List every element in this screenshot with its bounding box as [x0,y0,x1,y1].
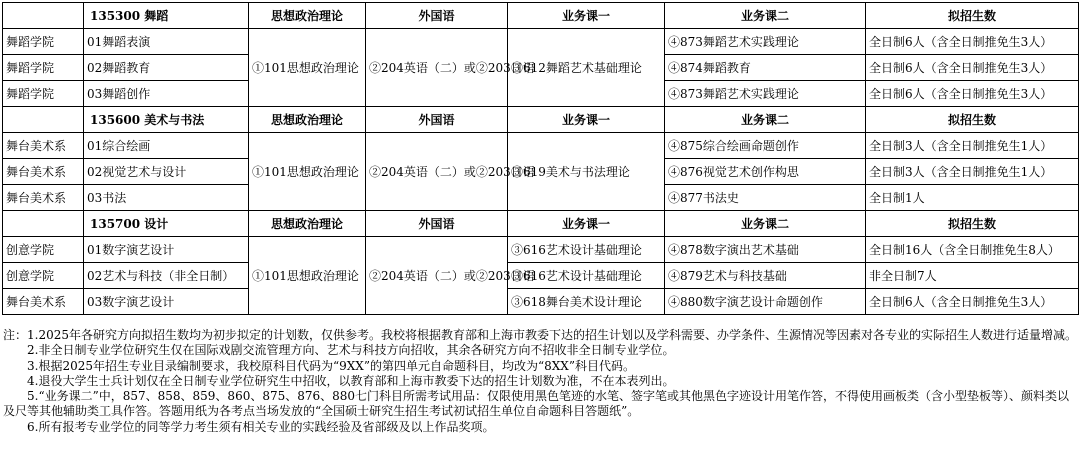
course1-header: 业务课一 [508,107,665,133]
header-blank-cell [3,3,84,29]
course2-header: 业务课二 [665,107,866,133]
department-cell: 舞台美术系 [3,133,84,159]
course2-cell: ④879艺术与科技基础 [665,263,866,289]
course2-header: 业务课二 [665,211,866,237]
department-cell: 创意学院 [3,237,84,263]
course2-cell: ④874舞蹈教育 [665,55,866,81]
department-cell: 舞蹈学院 [3,55,84,81]
quota-cell: 全日制6人（含全日制推免生3人） [866,55,1079,81]
direction-cell: 02舞蹈教育 [84,55,249,81]
table-row [3,237,1079,263]
note-3: 3.根据2025年招生专业目录编制要求，我校原科目代码为“9XX”的第四单元自命题科目，均改为“8XX”科目代码。 [27,358,635,373]
table-row [3,289,1079,315]
footnotes [3,328,1079,435]
department-cell: 舞台美术系 [3,159,84,185]
admissions-table [2,2,1079,315]
header-blank-cell [3,211,84,237]
department-cell: 舞台美术系 [3,185,84,211]
direction-cell: 03书法 [84,185,249,211]
quota-cell: 全日制6人（含全日制推免生3人） [866,81,1079,107]
quota-header: 拟招生数 [866,211,1079,237]
course2-cell: ④873舞蹈艺术实践理论 [665,29,866,55]
note-2: 2.非全日制专业学位研究生仅在国际戏剧交流管理方向、艺术与科技方向招收，其余各研究方向不招收非全日制专业学位。 [27,343,675,358]
direction-cell: 03数字演艺设计 [84,289,249,315]
note-1: 注：1.2025年各研究方向拟招生数均为初步拟定的计划数，仅供参考。我校将根据教育部和上海市教委下达的招生计划以及学科需要、办学条件、生源情况等因素对各专业的实际招生人数进行适量增减。 [3,328,1077,342]
quota-cell: 全日制3人（含全日制推免生1人） [866,159,1079,185]
quota-header: 拟招生数 [866,107,1079,133]
department-cell: 舞台美术系 [3,289,84,315]
politics-header: 思想政治理论 [249,211,366,237]
quota-cell: 全日制3人（含全日制推免生1人） [866,133,1079,159]
course2-cell: ④878数字演出艺术基础 [665,237,866,263]
department-cell: 舞蹈学院 [3,29,84,55]
direction-cell: 01舞蹈表演 [84,29,249,55]
quota-cell: 非全日制7人 [866,263,1079,289]
foreign-language-header: 外国语 [366,3,508,29]
course2-header: 业务课二 [665,3,866,29]
direction-cell: 03舞蹈创作 [84,81,249,107]
course1-cell: ③619美术与书法理论 [508,133,665,211]
note-4: 4.退役大学生士兵计划仅在全日制专业学位研究生中招收，以教育部和上海市教委下达的招生计划数为准，不在本表列出。 [27,373,675,388]
section-header-row [3,107,1079,133]
quota-cell: 全日制6人（含全日制推免生3人） [866,289,1079,315]
course2-cell: ④876视觉艺术创作构思 [665,159,866,185]
politics-cell: ①101思想政治理论 [249,237,366,315]
course1-cell: ③612舞蹈艺术基础理论 [508,29,665,107]
direction-cell: 01综合绘画 [84,133,249,159]
major-code-name: 135300 舞蹈 [84,3,249,29]
table-row [3,263,1079,289]
course1-cell: ③616艺术设计基础理论 [508,237,665,263]
course2-cell: ④873舞蹈艺术实践理论 [665,81,866,107]
quota-cell: 全日制6人（含全日制推免生3人） [866,29,1079,55]
department-cell: 舞蹈学院 [3,81,84,107]
course2-cell: ④877书法史 [665,185,866,211]
politics-header: 思想政治理论 [249,107,366,133]
course1-cell: ③616艺术设计基础理论 [508,263,665,289]
course2-cell: ④880数字演艺设计命题创作 [665,289,866,315]
direction-cell: 02视觉艺术与设计 [84,159,249,185]
table-row [3,133,1079,159]
course1-header: 业务课一 [508,3,665,29]
note-6: 6.所有报考专业学位的同等学力考生须有相关专业的实践经验及省部级及以上作品奖项。 [27,419,495,434]
major-code-name: 135600 美术与书法 [84,107,249,133]
quota-header: 拟招生数 [866,3,1079,29]
course1-cell: ③618舞台美术设计理论 [508,289,665,315]
note-5: 5.“业务课二”中，857、858、859、860、875、876、880七门科目所需考试用品：仅限使用黑色笔迹的水笔、签字笔或其他黑色字迹设计用笔作答，不得使用画板类（含小型垫板等）、颜料类以及尺等其他辅助类工具作答。答题用纸为各考点当场发放的“全国硕士研究生招生考试初试招生单位自命题科目答题纸”。 [3,389,1070,419]
direction-cell: 02艺术与科技（非全日制） [84,263,249,289]
table-row [3,29,1079,55]
foreign-language-header: 外国语 [366,107,508,133]
foreign-language-header: 外国语 [366,211,508,237]
quota-cell: 全日制1人 [866,185,1079,211]
politics-cell: ①101思想政治理论 [249,29,366,107]
course2-cell: ④875综合绘画命题创作 [665,133,866,159]
department-cell: 创意学院 [3,263,84,289]
politics-header: 思想政治理论 [249,3,366,29]
header-blank-cell [3,107,84,133]
quota-cell: 全日制16人（含全日制推免生8人） [866,237,1079,263]
major-code-name: 135700 设计 [84,211,249,237]
foreign-language-cell: ②204英语（二）或②203日语 [366,237,508,315]
course1-header: 业务课一 [508,211,665,237]
foreign-language-cell: ②204英语（二）或②203日语 [366,133,508,211]
politics-cell: ①101思想政治理论 [249,133,366,211]
section-header-row [3,211,1079,237]
direction-cell: 01数字演艺设计 [84,237,249,263]
foreign-language-cell: ②204英语（二）或②203日语 [366,29,508,107]
section-header-row [3,3,1079,29]
